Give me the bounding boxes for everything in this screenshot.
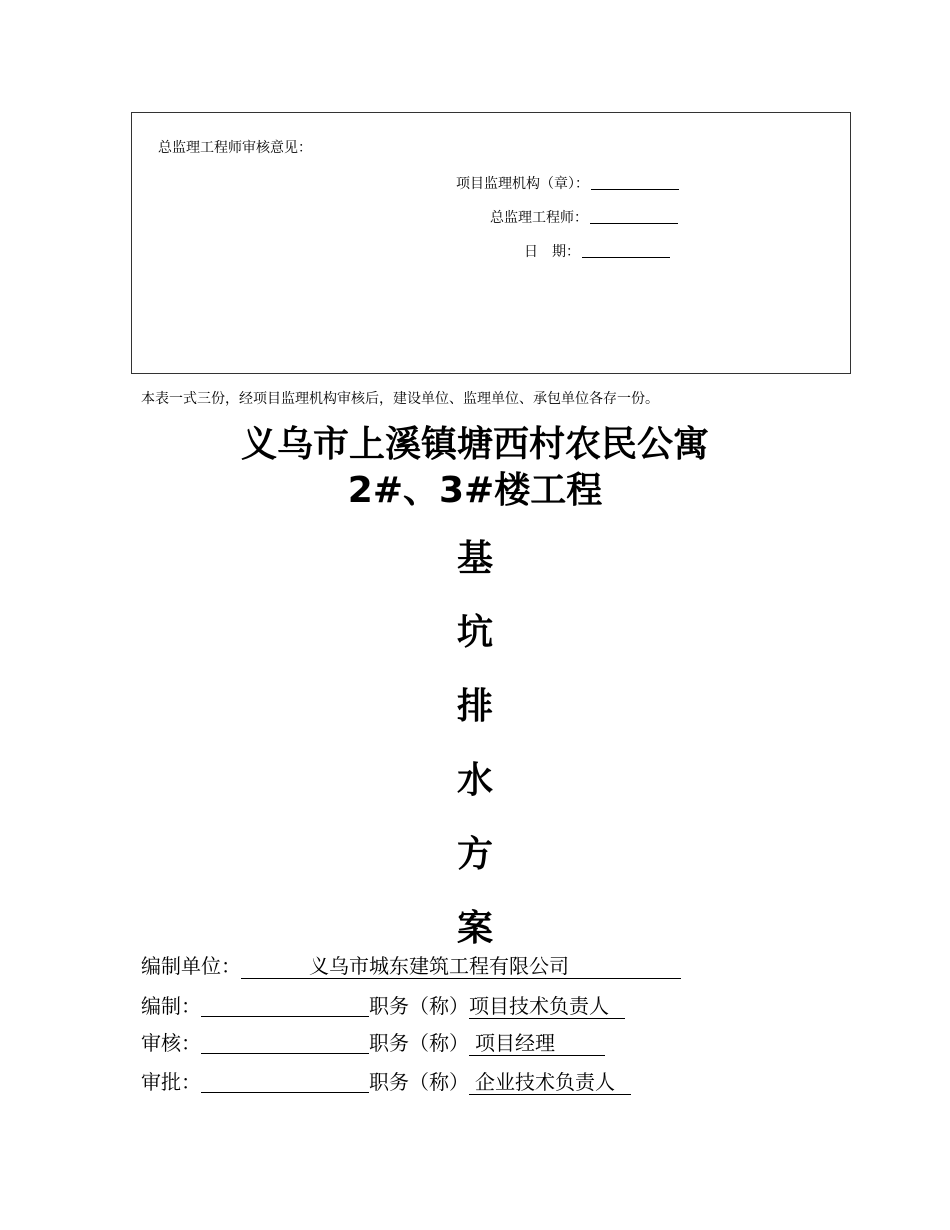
chief-engineer-blank	[590, 209, 678, 224]
plan-char-1: 基	[456, 538, 493, 579]
approve-duty-label: 职务（称）	[369, 1070, 469, 1094]
approve-blank	[201, 1068, 369, 1093]
review-duty-value: 项目经理	[469, 1031, 605, 1056]
review-duty-label: 职务（称）	[369, 1031, 469, 1055]
date-label: 日 期：	[524, 244, 580, 260]
date-line	[524, 241, 670, 261]
plan-char-3: 排	[456, 686, 493, 727]
supervision-org-line	[456, 173, 679, 193]
review-blank	[201, 1029, 369, 1054]
compiling-unit-value: 义乌市城东建筑工程有限公司	[241, 954, 681, 979]
compile-label: 编制：	[141, 994, 201, 1018]
review-label: 审核：	[141, 1031, 201, 1055]
compiling-unit-label: 编制单位：	[141, 954, 241, 978]
chief-engineer-line	[490, 207, 678, 227]
compile-row	[141, 990, 625, 1019]
plan-char-4: 水	[456, 760, 493, 801]
compile-blank	[201, 992, 369, 1017]
approve-label: 审批：	[141, 1070, 201, 1094]
project-title-line1: 义乌市上溪镇塘西村农民公寓	[240, 424, 709, 465]
approve-row	[141, 1066, 631, 1095]
supervision-org-label: 项目监理机构（章）：	[456, 176, 589, 192]
review-row	[141, 1027, 605, 1056]
compile-duty-label: 职务（称）	[369, 994, 469, 1018]
copies-note: 本表一式三份，经项目监理机构审核后，建设单位、监理单位、承包单位各存一份。	[141, 391, 659, 407]
project-title-line2: 2#、3#楼工程	[347, 470, 603, 511]
compiling-unit-row	[141, 950, 681, 979]
plan-char-6: 案	[456, 908, 493, 949]
approve-duty-value: 企业技术负责人	[469, 1070, 631, 1095]
plan-char-5: 方	[456, 834, 493, 875]
plan-char-2: 坑	[456, 612, 493, 653]
supervision-org-blank	[591, 175, 679, 190]
chief-engineer-label: 总监理工程师：	[490, 210, 588, 226]
date-blank	[582, 243, 670, 258]
review-box	[131, 112, 851, 374]
compile-duty-value: 项目技术负责人	[469, 994, 625, 1019]
review-title: 总监理工程师审核意见：	[158, 140, 312, 156]
